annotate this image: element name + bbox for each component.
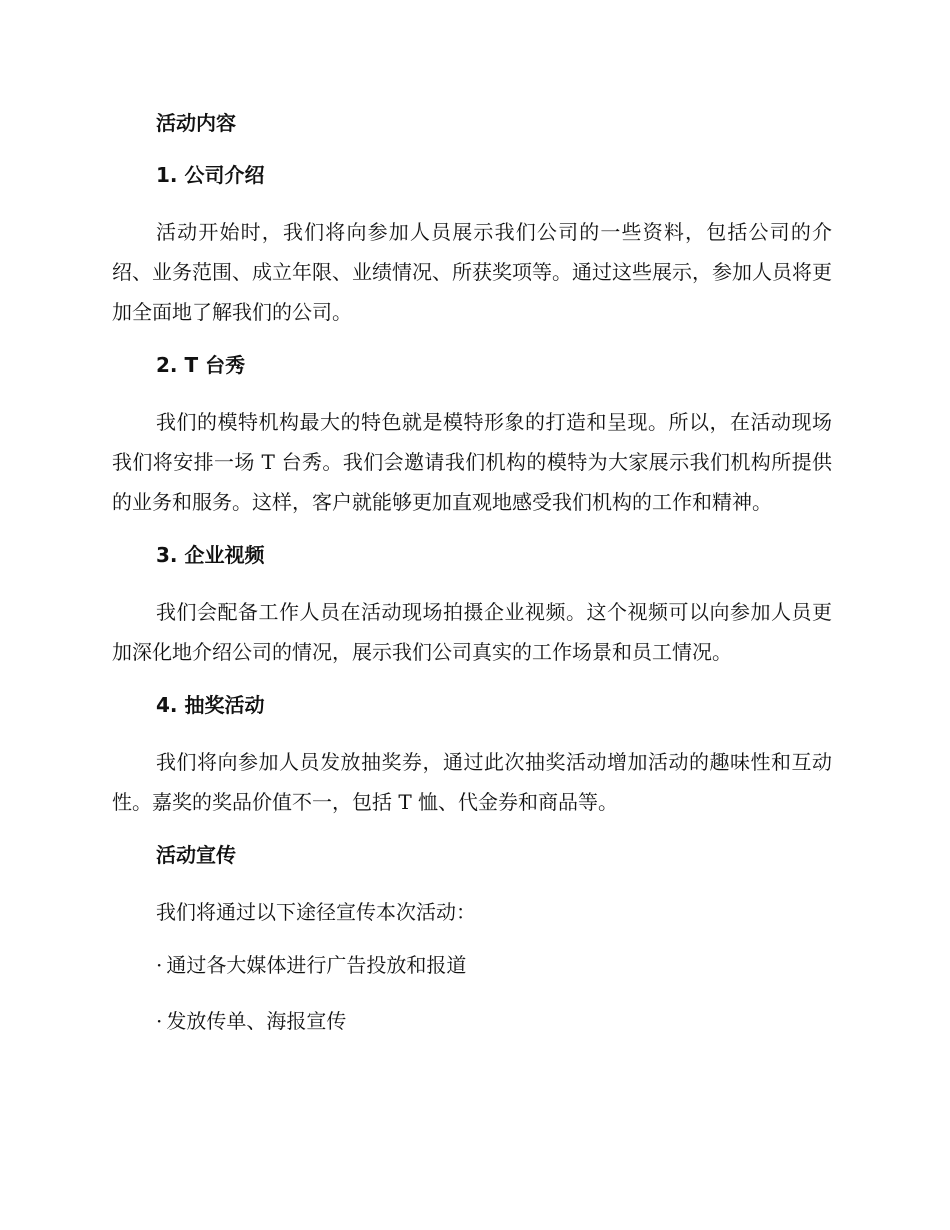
paragraph-company-intro: 活动开始时，我们将向参加人员展示我们公司的一些资料，包括公司的介绍、业务范围、成立年限、业绩情况、所获奖项等。通过这些展示，参加人员将更加全面地了解我们的公司。 xyxy=(112,220,832,324)
bullet-item-flyers xyxy=(112,1006,832,1036)
section-heading-promotion: 活动宣传 xyxy=(156,843,236,867)
document-page xyxy=(112,108,832,1062)
subheading-t-show: 2. T 台秀 xyxy=(156,353,246,377)
bullet-item-media xyxy=(112,950,832,980)
paragraph-t-show: 我们的模特机构最大的特色就是模特形象的打造和呈现。所以，在活动现场我们将安排一场 T 台秀。我们会邀请我们机构的模特为大家展示我们机构所提供的业务和服务。这样，客户就能够更加直观地感受我们机构的工作和精神。 xyxy=(112,410,832,514)
bullet-item-text: 通过各大媒体进行广告投放和报道 xyxy=(166,953,467,977)
subheading-company-intro: 1. 公司介绍 xyxy=(156,163,265,187)
bullet-dot-icon: · xyxy=(156,953,163,977)
subheading-lottery: 4. 抽奖活动 xyxy=(156,693,265,717)
paragraph-company-video: 我们会配备工作人员在活动现场拍摄企业视频。这个视频可以向参加人员更加深化地介绍公司的情况，展示我们公司真实的工作场景和员工情况。 xyxy=(112,600,832,664)
bullet-dot-icon: · xyxy=(156,1009,163,1033)
bullet-item-text: 发放传单、海报宣传 xyxy=(166,1009,347,1033)
paragraph-lottery: 我们将向参加人员发放抽奖券，通过此次抽奖活动增加活动的趣味性和互动性。嘉奖的奖品价值不一，包括 T 恤、代金券和商品等。 xyxy=(112,750,832,814)
paragraph-promotion-intro: 我们将通过以下途径宣传本次活动： xyxy=(156,900,476,924)
subheading-company-video: 3. 企业视频 xyxy=(156,543,265,567)
section-heading-activity-content: 活动内容 xyxy=(156,111,236,135)
